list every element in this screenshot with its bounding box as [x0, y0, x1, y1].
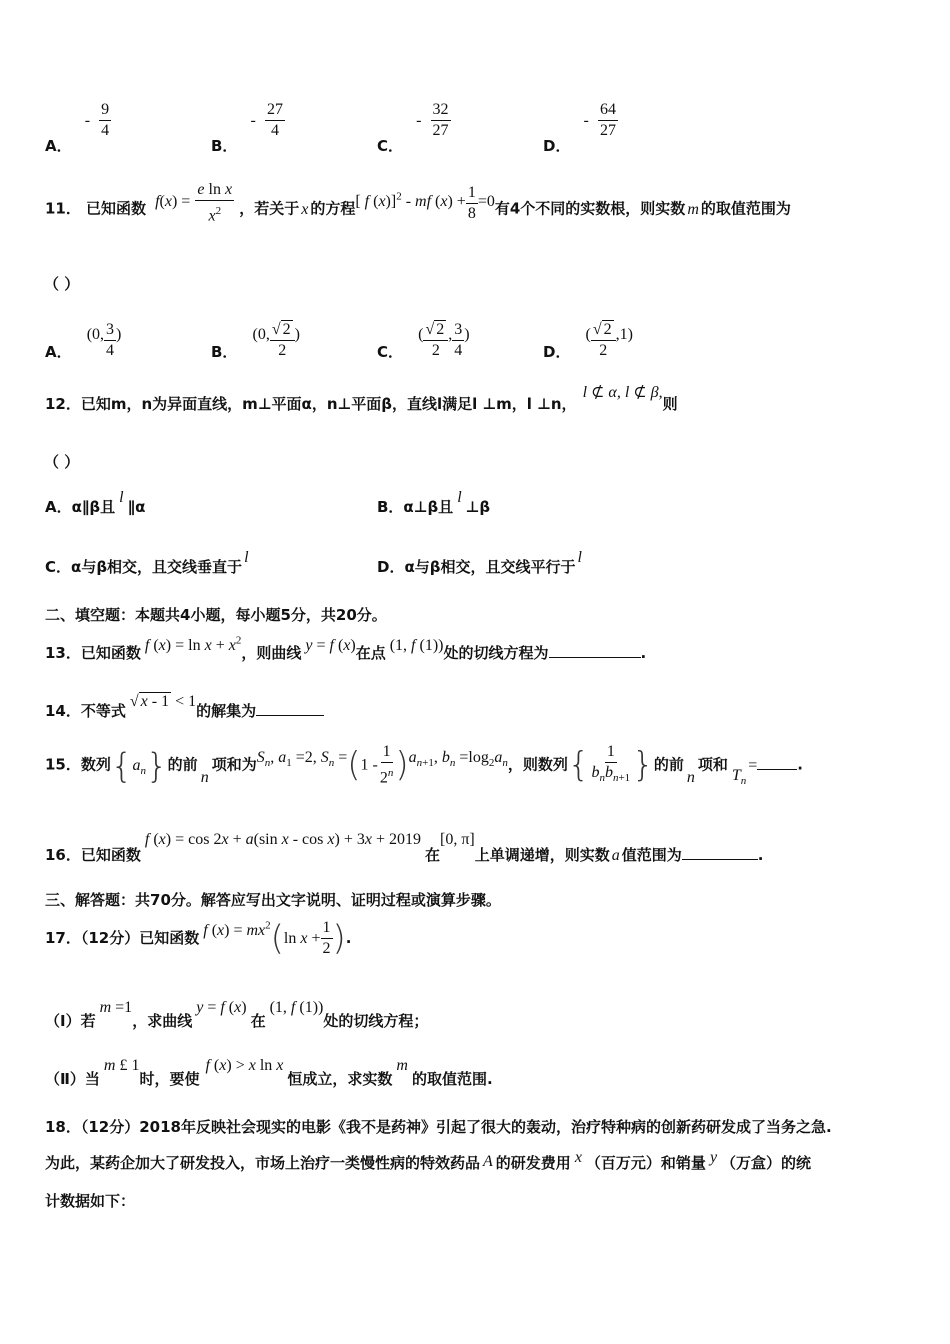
fraction: [431, 100, 451, 141]
stem-text: （Ⅱ）当: [45, 1070, 100, 1088]
math: y = f (x): [305, 637, 356, 654]
math: m £ 1: [103, 1057, 140, 1074]
denominator: 27: [599, 122, 616, 139]
math: f $(x) = mx^2$: [203, 919, 271, 939]
answer-blank[interactable]: [682, 845, 758, 860]
minus-sign: -: [583, 112, 589, 129]
denominator: 27: [432, 122, 449, 139]
stem-text: 上单调递增，则实数: [474, 846, 610, 864]
period: .: [640, 644, 647, 662]
q12-stem: [45, 384, 678, 414]
q10-option-b: [211, 100, 285, 155]
stem-text: 的前: [653, 755, 684, 774]
q12-option-a: A．α∥β且l∥α: [45, 489, 146, 516]
option-text: A．α∥β且: [45, 498, 116, 516]
option-text: D．α与β相交，且交线平行于: [377, 558, 576, 576]
stem-text: 恒成立，求实数: [287, 1070, 393, 1088]
question-number: 13．: [45, 644, 81, 662]
period: .: [797, 755, 803, 774]
q12-option-b: B．α⊥β且l⊥β: [377, 489, 491, 516]
stem-text: 的解集为: [196, 702, 257, 720]
answer-blank[interactable]: [757, 761, 797, 770]
question-number: 11．: [45, 199, 81, 218]
math: (0,: [252, 326, 270, 343]
stem-text: ，若关于: [239, 199, 300, 218]
stem-text: 在: [424, 846, 440, 864]
math: (1, f (1)): [389, 637, 444, 654]
numerator: 27: [265, 100, 285, 121]
stem-text: 已知函数: [80, 644, 141, 662]
stem-text: 的研发费用: [495, 1154, 571, 1172]
stem-text: ，则数列: [507, 755, 568, 774]
stem-text: 已知函数: [85, 199, 146, 218]
stem-text: 处的切线方程为: [443, 644, 549, 662]
option-text: ∥α: [127, 498, 146, 516]
q13-stem: [45, 634, 647, 662]
math: f: [155, 192, 160, 210]
answer-blank[interactable]: [256, 701, 324, 716]
stem-text: 项和: [697, 755, 728, 774]
fraction: [99, 100, 111, 141]
question-number: 12．: [45, 395, 81, 413]
stem-text: 的前: [167, 755, 198, 774]
q12-option-d: D．α与β相交，且交线平行于l: [377, 549, 582, 576]
stem-text: （万盒）的统: [721, 1154, 812, 1172]
answer-blank[interactable]: [549, 643, 641, 658]
section-heading-fill-blank: 二、填空题：本题共4小题，每小题5分，共20分。: [45, 606, 387, 624]
math: f (x) > x ln x: [205, 1057, 284, 1074]
option-label: C．: [377, 343, 404, 361]
numerator: 64: [598, 100, 618, 121]
question-number: 16．: [45, 846, 81, 864]
q17-part-2: （Ⅱ）当m £ 1时，要使f (x) > x ln x恒成立，求实数m的取值范围.: [45, 1057, 493, 1088]
option-text: B．α⊥β且: [377, 498, 454, 516]
q11-stem: 11． 已知函数 f(x) = $\frac{\text{e ln x}}{x^2}$ ，若关于 x 的方程[ f (x)]$^2$ - mf (x) + $\frac{1}{8}$ =0有4个不同的实数根，则实数 m 的取值范围为: [45, 181, 791, 225]
q17-stem: 17．（12分）已知函数 f $(x) = mx^2(\ln$ x + $\frac{1}{2}$ ).: [45, 918, 352, 959]
minus-sign: -: [84, 112, 91, 129]
period: .: [757, 846, 764, 864]
stem-text: 已知m，n为异面直线，m⊥平面α，n⊥平面β，直线l满足l ⊥m，l ⊥n，: [80, 395, 577, 413]
fraction: [265, 100, 285, 141]
q10-option-d: [543, 100, 618, 155]
math: (0,: [86, 326, 105, 343]
q11-option-c: C． ( $\frac{√ 2}{2}$ , $\frac{3}{4}$ ): [377, 321, 470, 361]
question-number: 15．: [45, 755, 81, 774]
q11-option-b: B． (0, $\frac{√ 2}{2}$ ): [211, 321, 300, 361]
stem-text: 项和为: [211, 755, 257, 774]
option-text: C．α与β相交，且交线垂直于: [45, 558, 243, 576]
math: (: [585, 326, 591, 343]
stem-text: 不等式: [80, 702, 126, 720]
math: √ x - 1 < 1: [129, 693, 197, 710]
stem-text: 为此，某药企加大了研发投入，市场上治疗一类慢性病的特效药品: [45, 1154, 481, 1172]
minus-sign: -: [250, 112, 256, 129]
q11-option-d: D． ( $\frac{√ 2}{2}$ ,1): [543, 321, 633, 361]
q12-paren: （ ）: [44, 453, 80, 471]
fraction: $\frac{\text{e ln x}}{x^2}$: [197, 181, 233, 225]
stem-text: （Ⅰ）若: [45, 1012, 96, 1030]
stem-text: 的取值范围.: [411, 1070, 493, 1088]
option-label: B．: [211, 137, 238, 155]
stem-text: 已知函数: [80, 846, 141, 864]
option-label: C．: [377, 137, 404, 155]
math: $S_n$, $a_1 =2$, $S_n$ =: [256, 748, 348, 769]
q16-stem: 16．已知函数f (x) = cos 2x + a(sin x - cos x) + 3x + 2019在[0, π]上单调递增，则实数 a 值范围为 .: [45, 831, 764, 864]
math: [ f (x)]$^2$ - mf (x) +: [355, 190, 466, 210]
q18-line-3: 计数据如下：: [45, 1192, 136, 1210]
stem-text: 在点: [355, 644, 386, 662]
stem-text: 在: [250, 1012, 266, 1030]
q11-option-a: A． (0, $\frac{3}{4}$ ): [45, 321, 122, 361]
stem-text: 则: [662, 395, 678, 413]
numerator: 32: [431, 100, 451, 121]
stem-text: 数列: [80, 755, 111, 774]
q10-option-c: [377, 100, 451, 155]
option-text: ⊥β: [465, 498, 491, 516]
stem-text: 值范围为: [621, 846, 682, 864]
option-label: D．: [543, 343, 571, 361]
math: [0, π]: [440, 831, 475, 848]
q10-option-a: [45, 100, 111, 155]
minus-sign: -: [416, 112, 422, 129]
q18-line-2: 为此，某药企加大了研发投入，市场上治疗一类慢性病的特效药品 A 的研发费用 x （百万元）和销量 y （万盒）的统: [45, 1149, 812, 1172]
stem-text: 的方程: [310, 199, 356, 218]
numerator: 9: [99, 100, 111, 121]
q12-option-c: C．α与β相交，且交线垂直于l: [45, 549, 249, 576]
q14-stem: [45, 690, 324, 720]
stem-text: ，则曲线: [241, 644, 302, 662]
stem-text: 有4个不同的实数根，则实数: [494, 199, 686, 218]
stem-text: （百万元）和销量: [585, 1154, 706, 1172]
denominator: 4: [101, 122, 110, 139]
math: y = f (x): [196, 999, 247, 1016]
option-label: D．: [543, 137, 571, 155]
denominator: 4: [270, 122, 279, 139]
math: $a_{n+1}$, $b_n =\log_2a_n$: [408, 748, 508, 769]
option-label: B．: [211, 343, 238, 361]
q17-part-1: [45, 996, 429, 1030]
option-label: A．: [45, 343, 72, 361]
stem-text: 的取值范围为: [700, 199, 791, 218]
math: f (x) = cos 2x + a(sin x - cos x) + 3x + 2019: [144, 831, 421, 848]
q18-line-1: 18．（12分）2018年反映社会现实的电影《我不是药神》引起了很大的轰动，治疗特种病的创新药研发成了当务之急.: [45, 1118, 832, 1136]
q15-stem: 15．数列$\{a_n\}$的前n项和为$S_n$, $a_1 =2$, $S_n =(1$ - $\frac{1}{2^n}$ )$a_{n+1}$, $b_n =\log_2a_n$，则数列{ $\frac{1}{b_nb_{n+1}}$ }的前n项和$T_n=$ .: [45, 743, 803, 787]
math: (1, f (1)): [269, 999, 324, 1016]
math: f $(x) = \ln x + x^2$: [144, 634, 242, 654]
math: $\{a_n\}$: [110, 745, 168, 786]
stem-text: ，求曲线: [132, 1012, 193, 1030]
option-label: A．: [45, 137, 72, 155]
question-number: 14．: [45, 702, 81, 720]
stem-text: 17．（12分）已知函数: [45, 929, 200, 947]
math: l ⊄ α, l ⊄ β,: [582, 384, 663, 401]
math: m =1: [99, 999, 133, 1016]
period: .: [345, 929, 352, 947]
section-heading-solutions: 三、解答题：共70分。解答应写出文字说明、证明过程或演算步骤。: [45, 891, 501, 909]
math: (: [418, 326, 424, 343]
q11-paren: （ ）: [44, 275, 80, 293]
stem-text: 时，要使: [139, 1070, 200, 1088]
fraction: [598, 100, 618, 141]
stem-text: 处的切线方程；: [323, 1012, 429, 1030]
